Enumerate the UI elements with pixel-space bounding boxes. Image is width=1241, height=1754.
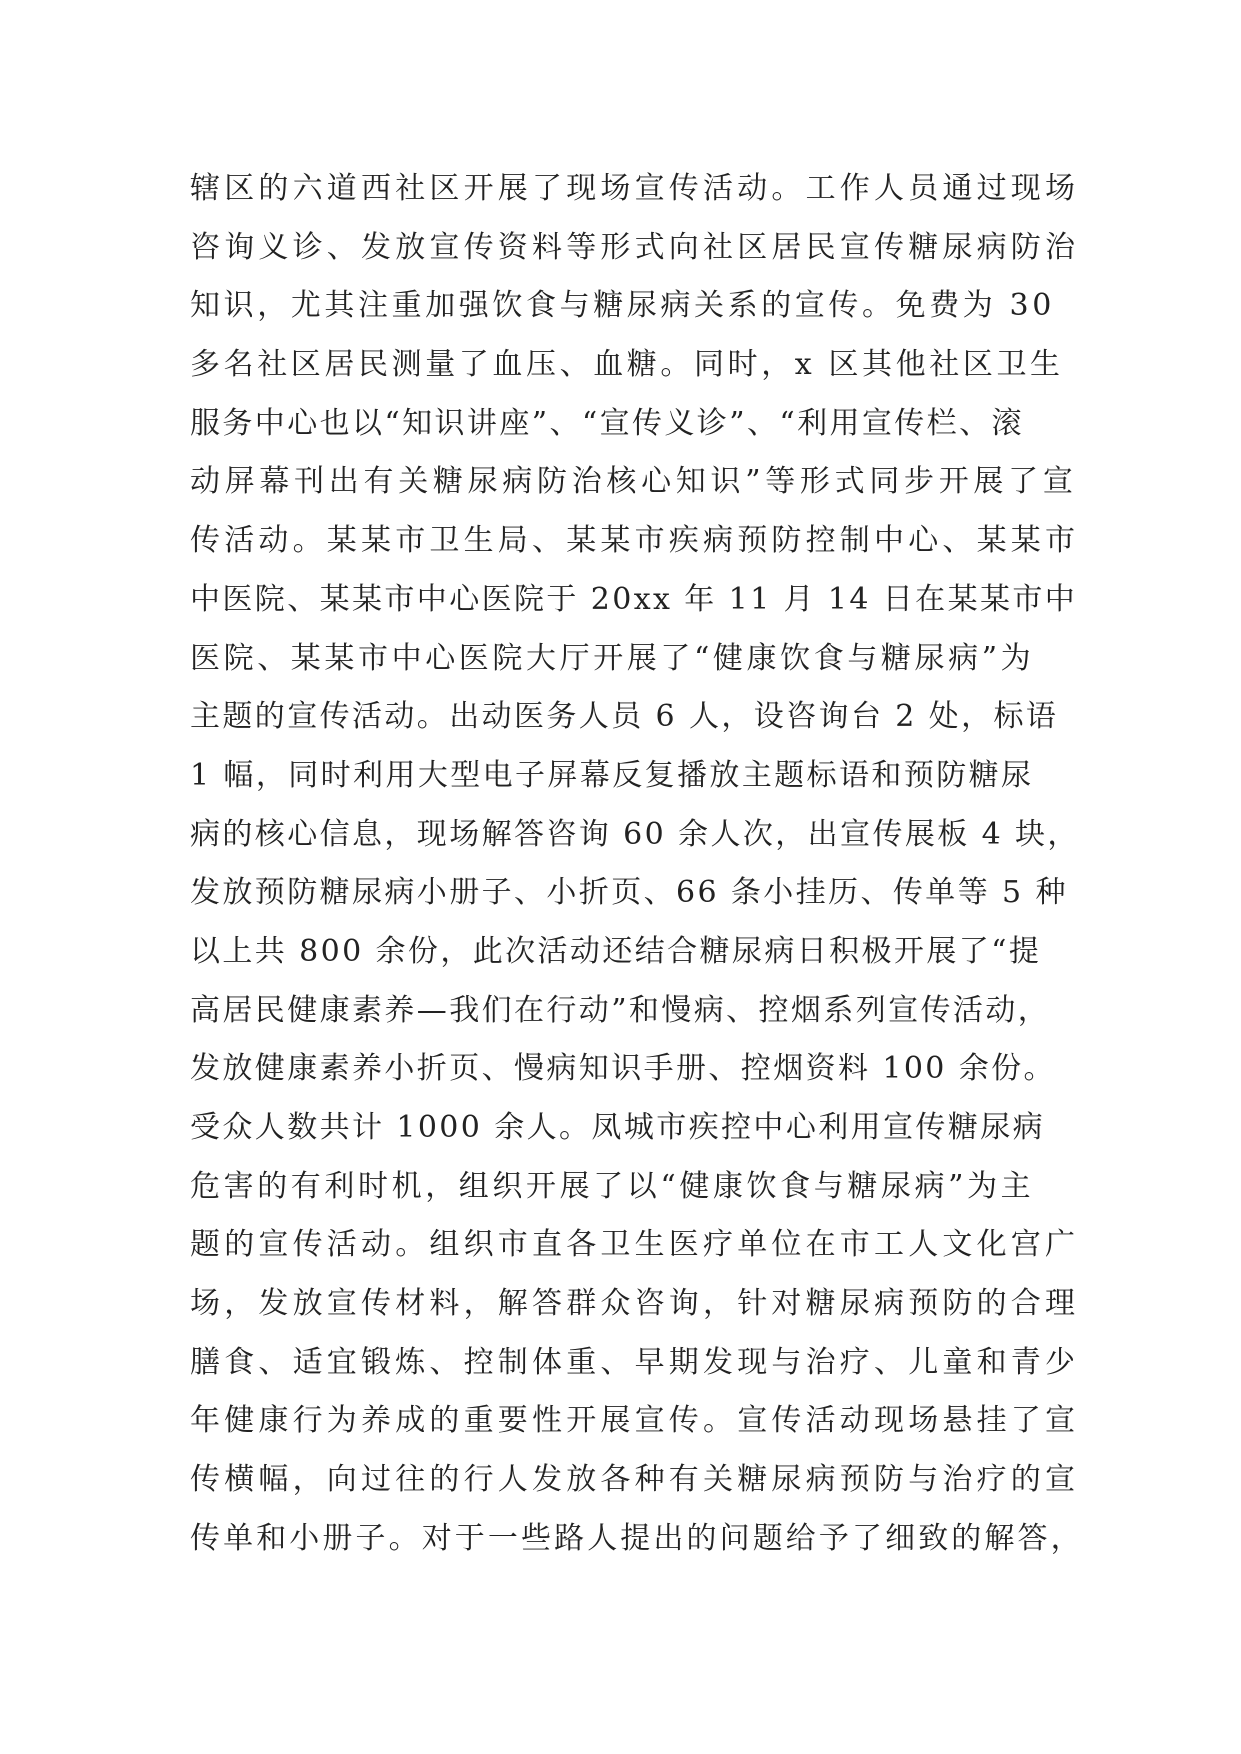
text-line: 膳食、适宜锻炼、控制体重、早期发现与治疗、儿童和青少 (190, 1344, 1080, 1380)
text-line: 传横幅，向过往的行人发放各种有关糖尿病预防与治疗的宣 (190, 1462, 1080, 1498)
text-line: 主题的宣传活动。出动医务人员 6 人，设咨询台 2 处，标语 (190, 699, 1059, 735)
text-line: 辖区的六道西社区开展了现场宣传活动。工作人员通过现场 (190, 171, 1080, 206)
text-line: 病的核心信息，现场解答咨询 60 余人次，出宣传展板 4 块， (190, 816, 1080, 852)
text-line: 传单和小册子。对于一些路人提出的问题给予了细致的解答， (190, 1520, 1084, 1556)
text-line: 中医院、某某市中心医院于 20xx 年 11 月 14 日在某某市中 (190, 581, 1078, 617)
text-line: 发放健康素养小折页、慢病知识手册、控烟资料 100 余份。 (190, 1051, 1056, 1087)
text-line: 高居民健康素养—我们在行动”和慢病、控烟系列宣传活动， (190, 992, 1051, 1028)
text-line: 年健康行为养成的重要性开展宣传。宣传活动现场悬挂了宣 (190, 1403, 1080, 1439)
body-text (190, 160, 1090, 1569)
text-line: 1 幅，同时利用大型电子屏幕反复播放主题标语和预防糖尿 (190, 757, 1034, 793)
text-line: 危害的有利时机，组织开展了以“健康饮食与糖尿病”为主 (190, 1168, 1035, 1204)
text-line: 多名社区居民测量了血压、血糖。同时，x 区其他社区卫生 (190, 347, 1064, 383)
text-line: 传活动。某某市卫生局、某某市疾病预防控制中心、某某市 (190, 523, 1080, 559)
text-line: 服务中心也以“知识讲座”、“宣传义诊”、“利用宣传栏、滚 (190, 405, 1024, 441)
text-line: 发放预防糖尿病小册子、小折页、66 条小挂历、传单等 5 种 (190, 875, 1068, 911)
text-line: 题的宣传活动。组织市直各卫生医疗单位在市工人文化宫广 (190, 1227, 1080, 1263)
text-line: 以上共 800 余份，此次活动还结合糖尿病日积极开展了“提 (190, 933, 1042, 969)
text-line: 动屏幕刊出有关糖尿病防治核心知识”等形式同步开展了宣 (190, 464, 1078, 500)
text-line: 医院、某某市中心医院大厅开展了“健康饮食与糖尿病”为 (190, 640, 1035, 676)
text-line: 场，发放宣传材料，解答群众咨询，针对糖尿病预防的合理 (190, 1286, 1080, 1322)
text-line: 受众人数共计 1000 余人。凤城市疾控中心利用宣传糖尿病 (190, 1110, 1046, 1145)
text-line: 知识，尤其注重加强饮食与糖尿病关系的宣传。免费为 30 (190, 288, 1055, 324)
text-line: 咨询义诊、发放宣传资料等形式向社区居民宣传糖尿病防治 (190, 229, 1080, 265)
